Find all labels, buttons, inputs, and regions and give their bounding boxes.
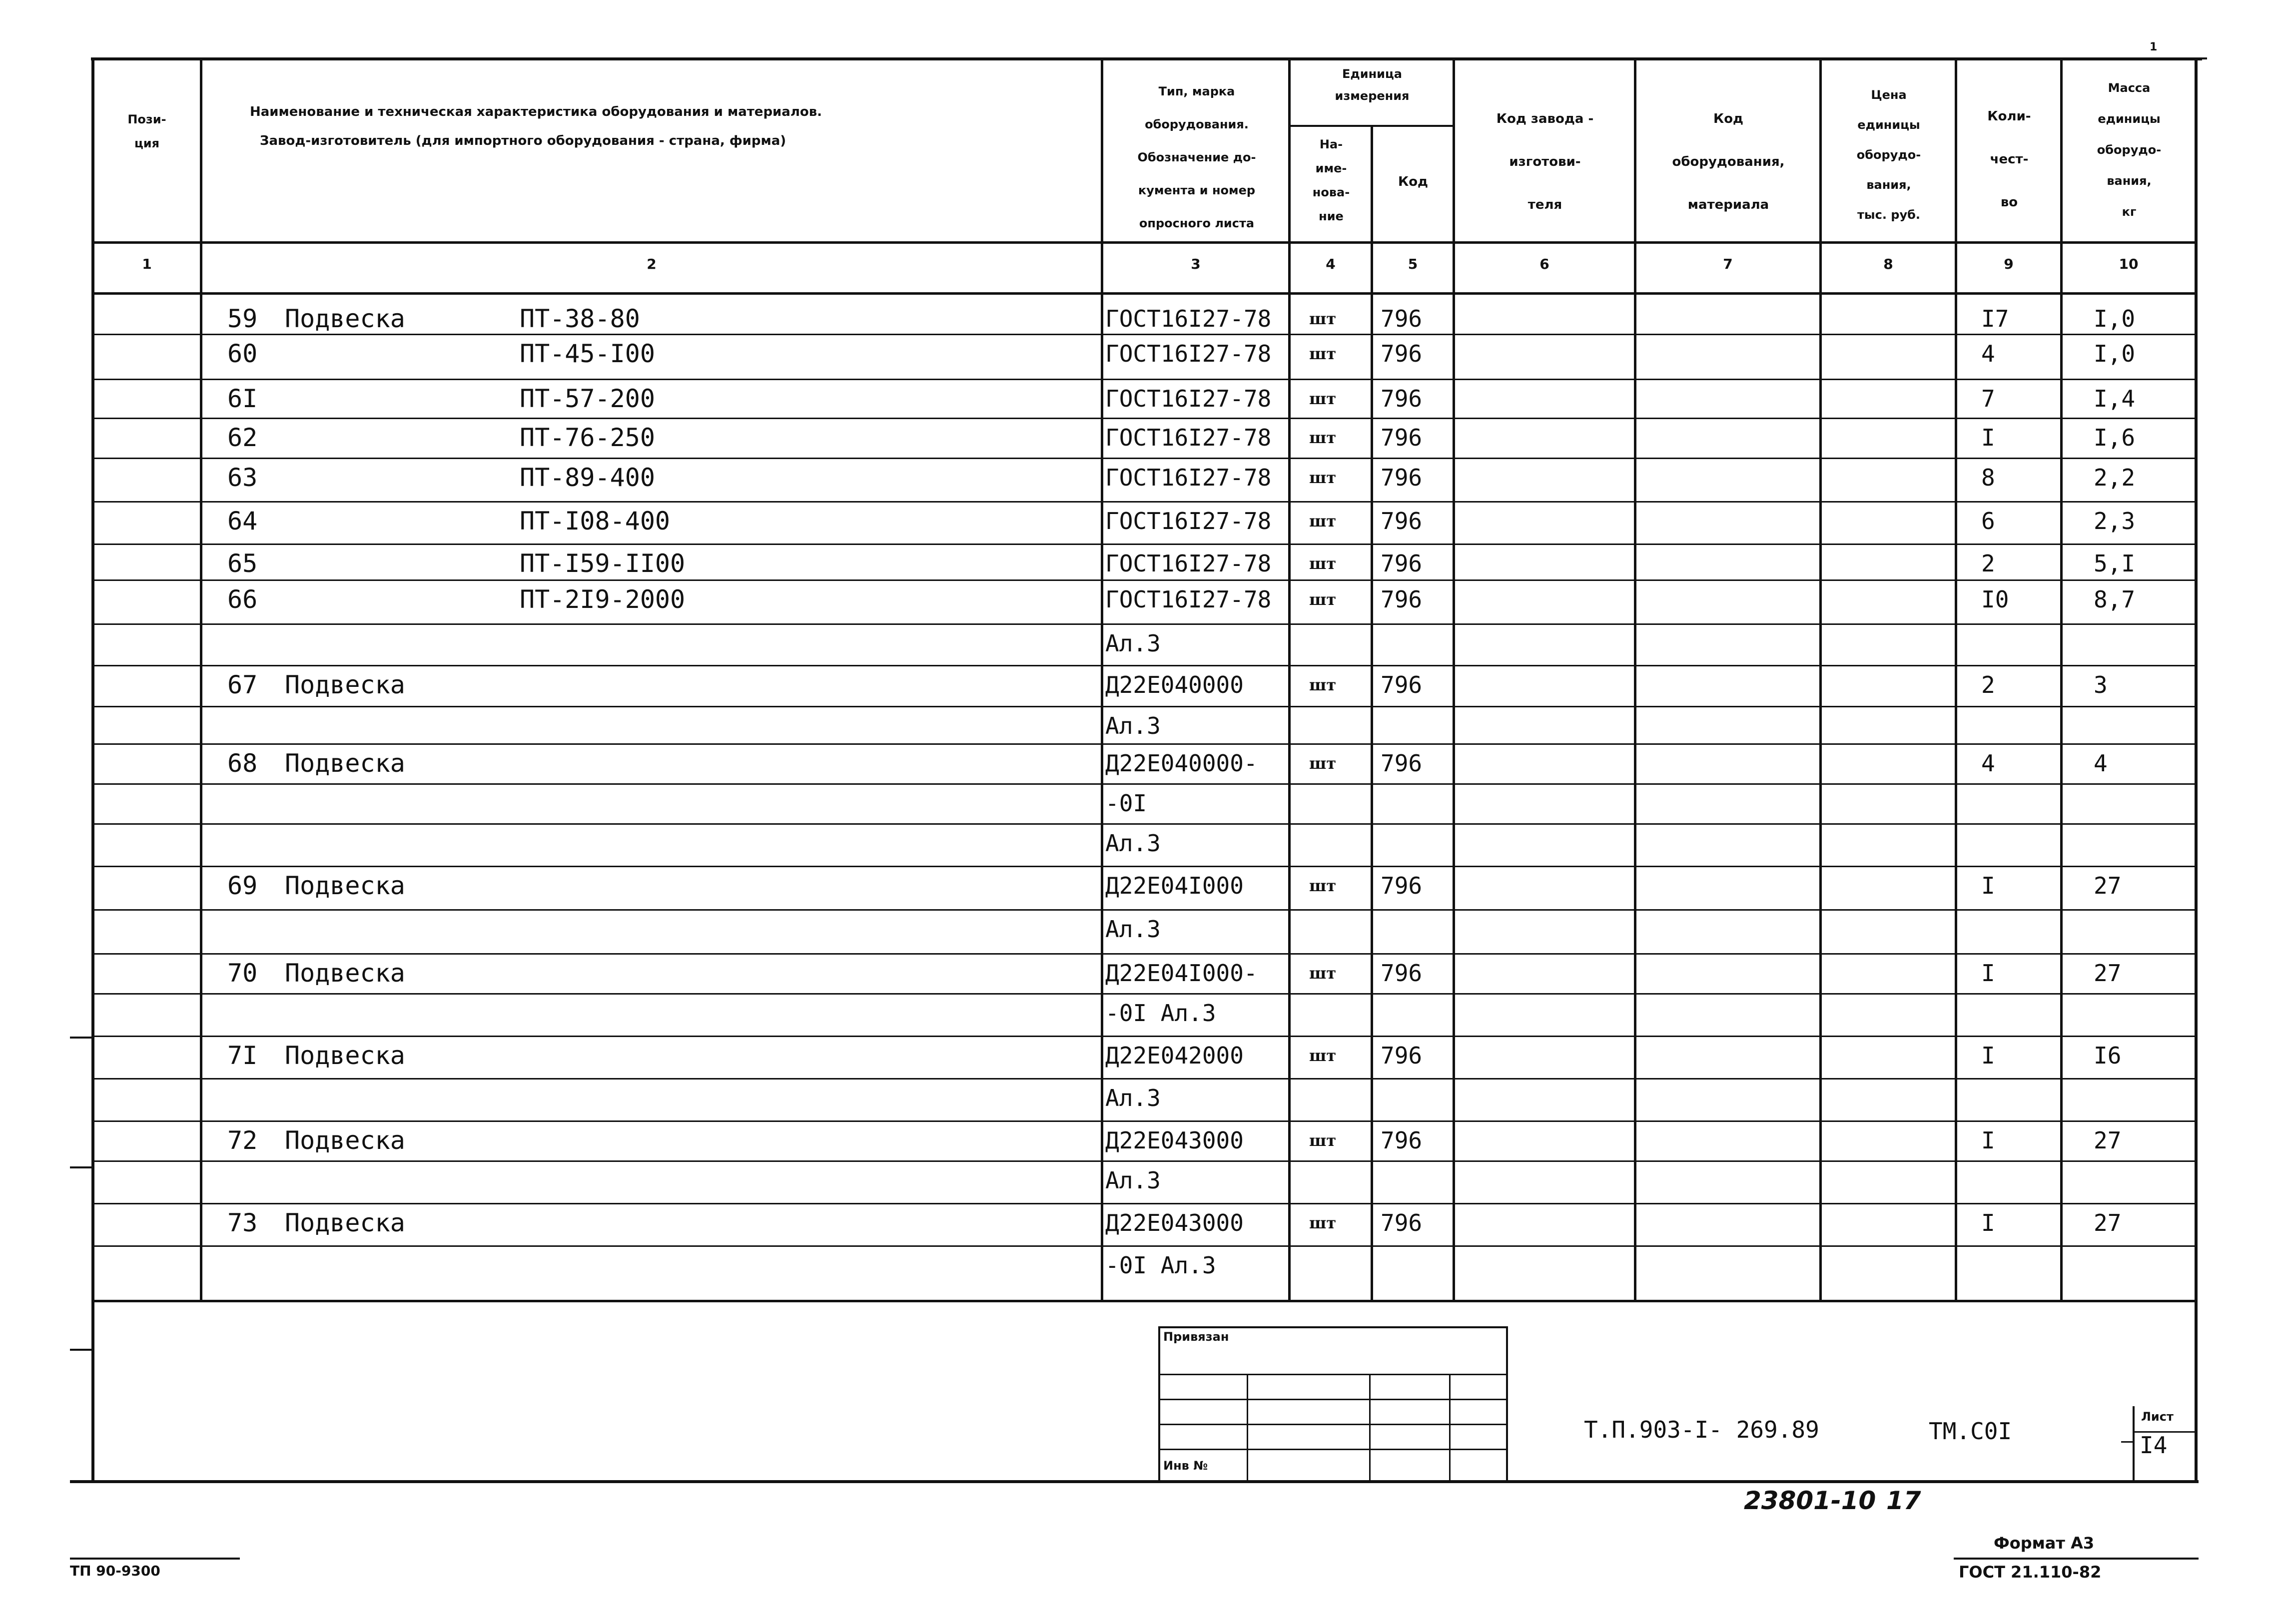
header-col9 <box>1957 95 2061 224</box>
row-unit: шт <box>1309 1046 1337 1065</box>
row-mass: 4 <box>2094 750 2108 777</box>
row-code: 796 <box>1381 508 1423 535</box>
row-separator <box>91 1036 2197 1037</box>
row-doc: ГОСТ16I27-78 <box>1105 305 1272 332</box>
header-col7 <box>1636 97 1820 226</box>
row-separator <box>91 458 2197 459</box>
row-doc: Д22Е043000 <box>1105 1127 1244 1154</box>
colnum-2: 2 <box>647 256 657 272</box>
header-col8-line4: вания, <box>1866 178 1911 192</box>
col-line-8 <box>1955 57 1957 1301</box>
header-col1-line2: ция <box>134 136 159 150</box>
row-code: 796 <box>1381 960 1423 987</box>
row-separator <box>91 993 2197 995</box>
row-doc: ГОСТ16I27-78 <box>1105 586 1272 613</box>
row-mark: ПТ-76-250 <box>520 423 655 452</box>
stamp-vline-2 <box>1369 1374 1371 1481</box>
colnum-7: 7 <box>1723 256 1733 272</box>
header-col4 <box>1291 132 1372 228</box>
row-code: 796 <box>1381 550 1423 577</box>
number-row-bottom <box>91 292 2197 295</box>
row-code: 796 <box>1381 1042 1423 1069</box>
row-unit: шт <box>1309 554 1337 573</box>
row-position: 73 <box>227 1208 258 1237</box>
row-code: 796 <box>1381 872 1423 899</box>
page-mark: 1 <box>2150 41 2158 53</box>
header-col6-line1: Код завода - <box>1496 111 1594 126</box>
row-separator <box>91 866 2197 867</box>
row-doc: Ал.3 <box>1105 830 1161 857</box>
row-qty: I <box>1981 424 1995 451</box>
header-col5: Код <box>1398 174 1429 189</box>
row-separator <box>91 706 2197 707</box>
col-line-1 <box>200 57 202 1301</box>
row-doc: ГОСТ16I27-78 <box>1105 424 1272 451</box>
row-unit: шт <box>1309 1131 1337 1150</box>
row-mass: I,4 <box>2094 385 2136 412</box>
col-line-3 <box>1288 57 1291 1301</box>
row-doc: -0I Ал.3 <box>1105 1000 1216 1027</box>
footer-line <box>1954 1558 2199 1560</box>
row-mark: ПТ-I59-II00 <box>520 549 686 578</box>
row-code: 796 <box>1381 1209 1423 1236</box>
header-col10 <box>2063 72 2196 227</box>
stamp-box-right <box>1506 1326 1508 1481</box>
header-col3-line3: Обозначение до- <box>1137 150 1256 164</box>
row-doc: Д22Е04I000 <box>1105 872 1244 899</box>
row-code: 796 <box>1381 671 1423 698</box>
header-col8 <box>1822 80 1956 230</box>
row-doc: Д22Е040000 <box>1105 671 1244 698</box>
row-doc: Ал.3 <box>1105 1084 1161 1111</box>
row-mass: 27 <box>2094 1209 2122 1236</box>
row-qty: I7 <box>1981 305 2009 332</box>
row-mass: 27 <box>2094 872 2122 899</box>
header-col10-line3: оборудо- <box>2097 143 2162 157</box>
row-doc: ГОСТ16I27-78 <box>1105 340 1272 367</box>
stamp-vline-1 <box>1247 1374 1248 1481</box>
row-qty: 8 <box>1981 464 1995 491</box>
stamp-archive-number: 23801-10 <box>1744 1486 1876 1515</box>
header-col4-line2: име- <box>1315 161 1347 175</box>
row-mark: ПТ-I08-400 <box>520 507 671 536</box>
row-mass: I6 <box>2094 1042 2122 1069</box>
frame-bottom <box>70 1480 2199 1483</box>
footer-line-left <box>70 1558 240 1560</box>
row-code: 796 <box>1381 305 1423 332</box>
row-separator <box>91 579 2197 581</box>
row-doc: Д22Е043000 <box>1105 1209 1244 1236</box>
row-mass: I,0 <box>2094 340 2136 367</box>
row-doc: Д22Е042000 <box>1105 1042 1244 1069</box>
stamp-format: Формат А3 <box>1994 1534 2095 1553</box>
row-separator <box>91 823 2197 825</box>
header-col3-line4: кумента и номер <box>1138 183 1256 197</box>
row-mass: 2,3 <box>2094 508 2136 535</box>
header-col3 <box>1104 75 1289 240</box>
header-col1 <box>94 107 200 155</box>
top-right-stub <box>2195 57 2207 59</box>
row-position: 59 <box>227 304 258 333</box>
row-unit: шт <box>1309 389 1337 408</box>
row-code: 796 <box>1381 464 1423 491</box>
row-doc: -0I <box>1105 790 1147 817</box>
row-code: 796 <box>1381 586 1423 613</box>
row-mark: ПТ-45-I00 <box>520 339 655 368</box>
header-unit-line1: Единица <box>1342 67 1402 81</box>
header-col10-line4: вания, <box>2107 174 2152 188</box>
header-col6 <box>1455 97 1635 226</box>
stamp-line-1 <box>1158 1374 1508 1375</box>
row-name: Подвеска <box>285 670 405 699</box>
row-qty: I <box>1981 1042 1995 1069</box>
row-code: 796 <box>1381 340 1423 367</box>
col-line-6 <box>1634 57 1636 1301</box>
row-position: 62 <box>227 423 258 452</box>
row-qty: I <box>1981 1209 1995 1236</box>
row-mass: 27 <box>2094 960 2122 987</box>
stamp-sheet-number: I4 <box>2140 1432 2168 1459</box>
header-unit-group <box>1291 63 1454 107</box>
stamp-designation: Т.П.903-I- 269.89 <box>1584 1416 1819 1443</box>
row-separator <box>91 501 2197 503</box>
row-unit: шт <box>1309 754 1337 773</box>
row-position: 68 <box>227 749 258 778</box>
header-col10-line1: Масса <box>2108 81 2151 95</box>
row-position: 69 <box>227 871 258 900</box>
col-line-5 <box>1453 57 1455 1301</box>
col-line-4 <box>1371 125 1373 1301</box>
row-mass: 27 <box>2094 1127 2122 1154</box>
row-position: 6I <box>227 384 258 413</box>
row-code: 796 <box>1381 1127 1423 1154</box>
row-doc: Ал.3 <box>1105 630 1161 657</box>
stamp-line-3 <box>1158 1424 1508 1425</box>
header-col9-line2: чест- <box>1990 152 2029 167</box>
margin-tick-1 <box>70 1037 94 1039</box>
colnum-3: 3 <box>1191 256 1201 272</box>
row-doc: ГОСТ16I27-78 <box>1105 385 1272 412</box>
header-bottom <box>91 241 2197 244</box>
colnum-6: 6 <box>1539 256 1549 272</box>
row-unit: шт <box>1309 468 1337 487</box>
row-separator <box>91 909 2197 911</box>
row-separator <box>91 334 2197 335</box>
row-mass: 2,2 <box>2094 464 2136 491</box>
row-separator <box>91 1245 2197 1247</box>
header-col4-line1: На- <box>1319 137 1343 151</box>
col-line-2 <box>1101 57 1103 1301</box>
stamp-box-top <box>1158 1326 1508 1328</box>
row-name: Подвеска <box>285 749 405 778</box>
row-doc: ГОСТ16I27-78 <box>1105 508 1272 535</box>
row-mark: ПТ-2I9-2000 <box>520 585 686 614</box>
stamp-gost: ГОСТ 21.110-82 <box>1959 1563 2102 1582</box>
row-doc: Д22Е04I000- <box>1105 960 1258 987</box>
sheet-box-tick <box>2121 1441 2134 1443</box>
header-col8-line3: оборудо- <box>1856 148 1921 162</box>
row-name: Подвеска <box>285 1208 405 1237</box>
header-col3-line5: опросного листа <box>1139 216 1255 230</box>
row-name: Подвеска <box>285 1126 405 1155</box>
row-mass: 3 <box>2094 671 2108 698</box>
row-mark: ПТ-89-400 <box>520 463 655 492</box>
header-col9-line1: Коли- <box>1987 109 2031 124</box>
header-col2 <box>210 97 1089 155</box>
row-mark: ПТ-57-200 <box>520 384 655 413</box>
row-separator <box>91 783 2197 785</box>
header-col8-line5: тыс. руб. <box>1857 208 1920 222</box>
row-code: 796 <box>1381 750 1423 777</box>
row-unit: шт <box>1309 590 1337 609</box>
header-unit-line2: измерения <box>1335 89 1410 103</box>
row-qty: I0 <box>1981 586 2009 613</box>
row-unit: шт <box>1309 512 1337 531</box>
row-unit: шт <box>1309 876 1337 895</box>
header-col2-line1: Наименование и техническая характеристика оборудования и материалов. <box>250 104 822 119</box>
row-position: 7I <box>227 1041 258 1070</box>
row-doc: Д22Е040000- <box>1105 750 1258 777</box>
colnum-5: 5 <box>1408 256 1418 272</box>
stamp-vline-3 <box>1449 1374 1451 1481</box>
row-unit: шт <box>1309 428 1337 447</box>
header-col8-line2: единицы <box>1857 118 1920 132</box>
table-bottom <box>91 1300 2197 1302</box>
header-col2-line2: Завод-изготовитель (для импортного оборудования - страна, фирма) <box>260 133 786 148</box>
row-position: 64 <box>227 507 258 536</box>
row-qty: 6 <box>1981 508 1995 535</box>
header-col9-line3: во <box>2000 195 2018 210</box>
row-qty: 4 <box>1981 750 1995 777</box>
row-doc: Ал.3 <box>1105 916 1161 943</box>
row-separator <box>91 543 2197 545</box>
row-mass: I,6 <box>2094 424 2136 451</box>
stamp-line-4 <box>1158 1449 1508 1450</box>
row-separator <box>91 379 2197 380</box>
row-qty: 7 <box>1981 385 1995 412</box>
row-code: 796 <box>1381 424 1423 451</box>
row-separator <box>91 418 2197 419</box>
stamp-archive-page: 17 <box>1886 1486 1921 1515</box>
row-qty: 4 <box>1981 340 1995 367</box>
row-mass: I,0 <box>2094 305 2136 332</box>
row-separator <box>91 953 2197 955</box>
stamp-inv: Инв № <box>1163 1459 1208 1473</box>
row-qty: I <box>1981 960 1995 987</box>
sheet-box-left <box>2133 1406 2135 1481</box>
colnum-4: 4 <box>1326 256 1336 272</box>
row-position: 72 <box>227 1126 258 1155</box>
row-position: 63 <box>227 463 258 492</box>
col-line-7 <box>1819 57 1822 1301</box>
margin-tick-3 <box>70 1349 94 1351</box>
header-col10-line2: единицы <box>2098 112 2161 126</box>
colnum-9: 9 <box>2004 256 2014 272</box>
header-col7-line2: оборудования, <box>1672 154 1785 169</box>
row-separator <box>91 665 2197 666</box>
colnum-1: 1 <box>142 256 152 272</box>
row-unit: шт <box>1309 1213 1337 1232</box>
row-code: 796 <box>1381 385 1423 412</box>
row-separator <box>91 1120 2197 1122</box>
row-separator <box>91 1203 2197 1204</box>
row-qty: I <box>1981 872 1995 899</box>
stamp-sheet-code: ТМ.С0I <box>1929 1418 2012 1445</box>
row-name: Подвеска <box>285 871 405 900</box>
header-col3-line2: оборудования. <box>1145 117 1249 131</box>
frame-top <box>91 57 2202 60</box>
row-unit: шт <box>1309 964 1337 983</box>
stamp-sheet-label: Лист <box>2141 1410 2174 1424</box>
colnum-8: 8 <box>1883 256 1893 272</box>
row-doc: ГОСТ16I27-78 <box>1105 550 1272 577</box>
row-unit: шт <box>1309 675 1337 694</box>
row-separator <box>91 1078 2197 1080</box>
header-col10-line5: кг <box>2122 205 2137 219</box>
row-name: Подвеска <box>285 304 405 333</box>
row-qty: 2 <box>1981 550 1995 577</box>
header-col6-line2: изготови- <box>1509 154 1581 169</box>
row-mark: ПТ-38-80 <box>520 304 640 333</box>
row-unit: шт <box>1309 309 1337 328</box>
row-position: 66 <box>227 585 258 614</box>
row-doc: Ал.3 <box>1105 712 1161 739</box>
colnum-10: 10 <box>2119 256 2139 272</box>
header-col8-line1: Цена <box>1871 88 1907 102</box>
col-line-9 <box>2060 57 2063 1301</box>
row-unit: шт <box>1309 344 1337 363</box>
stamp-box-left <box>1158 1326 1160 1481</box>
row-separator <box>91 623 2197 625</box>
header-col3-line1: Тип, марка <box>1158 84 1235 98</box>
row-doc: -0I Ал.3 <box>1105 1252 1216 1279</box>
row-qty: I <box>1981 1127 1995 1154</box>
row-position: 60 <box>227 339 258 368</box>
row-name: Подвеска <box>285 1041 405 1070</box>
row-position: 70 <box>227 959 258 988</box>
header-col1-line1: Пози- <box>127 112 166 126</box>
row-qty: 2 <box>1981 671 1995 698</box>
row-position: 65 <box>227 549 258 578</box>
header-col4-line4: ние <box>1319 209 1344 223</box>
margin-tick-2 <box>70 1166 94 1168</box>
header-col7-line3: материала <box>1687 197 1769 212</box>
stamp-line-2 <box>1158 1399 1508 1400</box>
header-col7-line1: Код <box>1713 111 1744 126</box>
header-col6-line3: теля <box>1527 197 1562 212</box>
row-name: Подвеска <box>285 959 405 988</box>
header-col4-line3: нова- <box>1312 185 1350 199</box>
row-mass: 5,I <box>2094 550 2136 577</box>
row-position: 67 <box>227 670 258 699</box>
stamp-privyazan: Привязан <box>1163 1330 1229 1344</box>
row-doc: Ал.3 <box>1105 1167 1161 1194</box>
frame-right <box>2195 57 2198 1482</box>
row-doc: ГОСТ16I27-78 <box>1105 464 1272 491</box>
footer-left-code: ТП 90-9300 <box>70 1563 160 1579</box>
row-separator <box>91 743 2197 745</box>
row-separator <box>91 1160 2197 1162</box>
row-mass: 8,7 <box>2094 586 2136 613</box>
